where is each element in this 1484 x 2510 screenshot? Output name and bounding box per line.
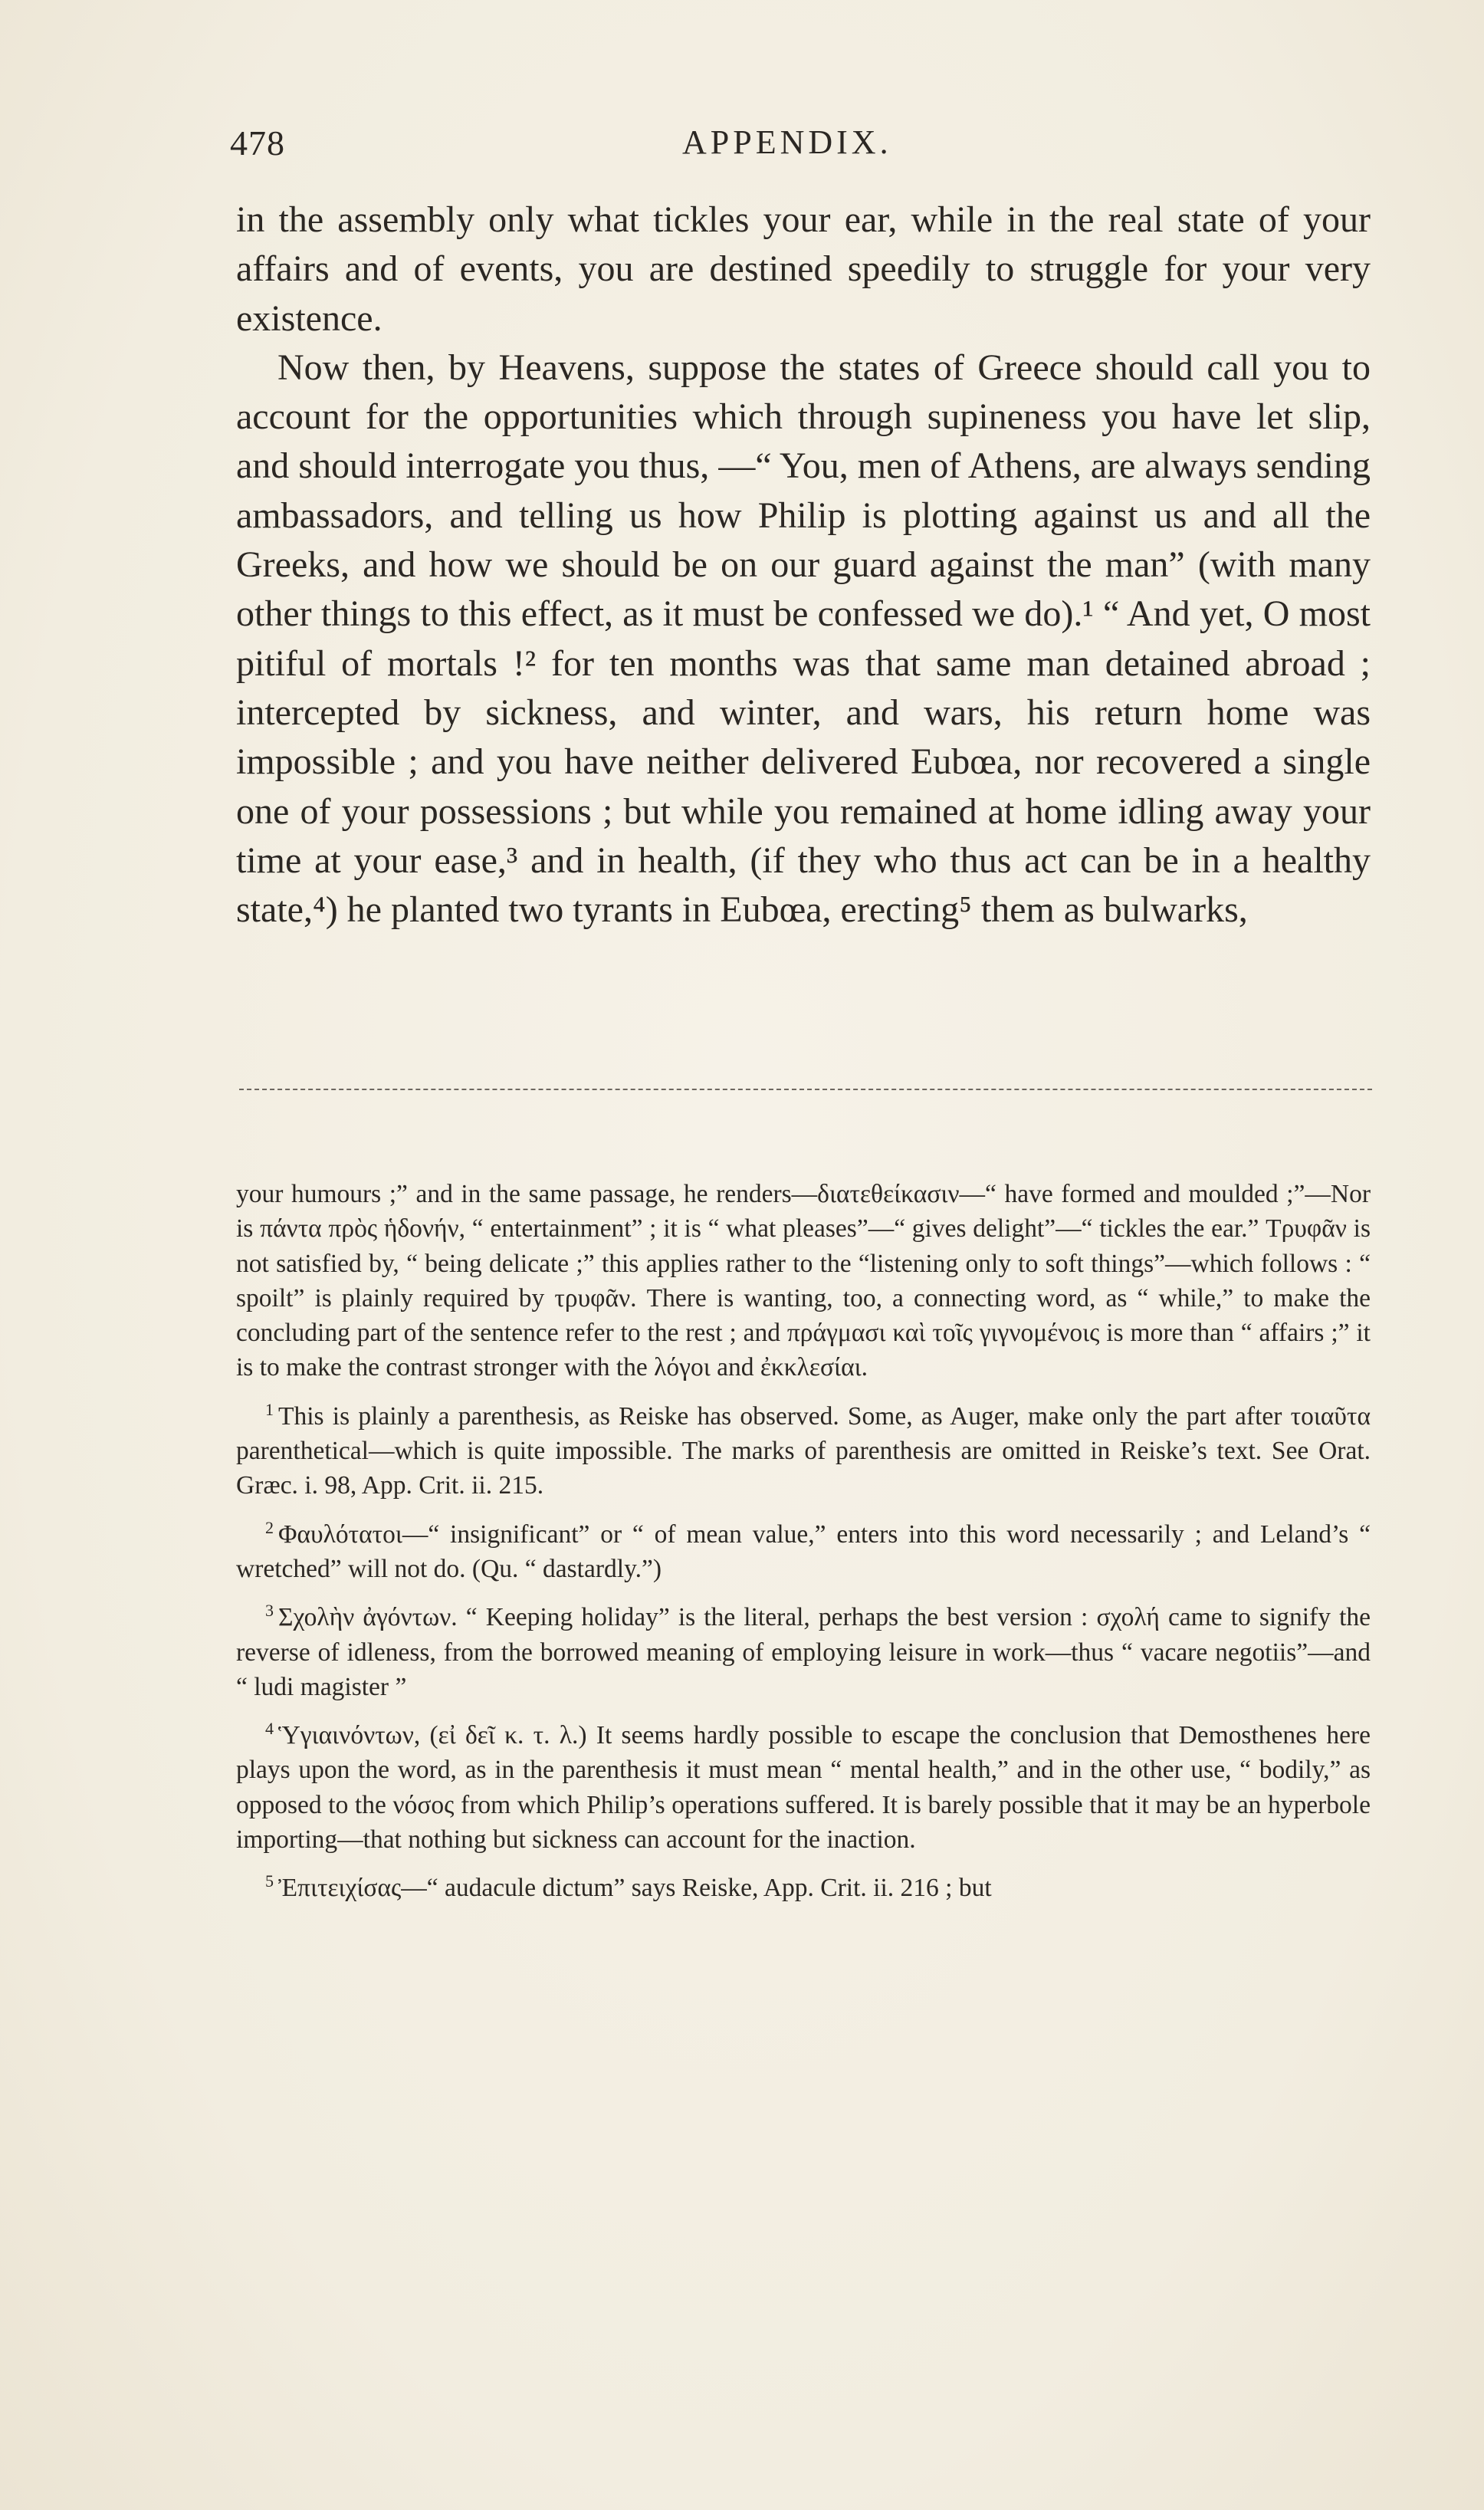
footnote xyxy=(236,1510,1371,1587)
footnote xyxy=(236,1711,1371,1857)
footnote-marker: 5 xyxy=(265,1871,274,1891)
footnote-text: Σχολὴν ἀγόντων. “ Keeping holiday” is the literal, perhaps the best version : σχολή came to signify the reverse of idleness, from the borrowed meaning of employing leisure in work—thus “ vacare negotiis”—and “ ludi magister ” xyxy=(236,1603,1371,1701)
body-paragraph: in the assembly only what tickles your ear, while in the real state of your affairs and of events, you are destined speedily to struggle for your very existence. xyxy=(236,199,1371,339)
footnote-divider xyxy=(239,1089,1372,1090)
footnote-marker: 3 xyxy=(265,1601,274,1621)
footnotes xyxy=(236,1177,1371,1906)
footnote-text: Ὑγιαινόντων, (εἰ δεῖ κ. τ. λ.) It seems hardly possible to escape the conclusion that Demosthenes here plays upon the word, as in the parenthesis it must mean “ mental health,” and in the other use, “ bodily,” as opposed to the νόσος from which Philip’s operations suffered. It is barely possible that it may be an hyperbole importing—that nothing but sickness can account for the inaction. xyxy=(236,1721,1371,1855)
footnote-continuation: your humours ;” and in the same passage, he renders—διατεθείκασιν—“ have formed and moulded ;”—Nor is πάντα πρὸς ἡδονήν, “ entertainment” ; it is “ what pleases”—“ gives delight”—“ tickles the ear.” Τρυφᾶν is not satisfied by, “ being delicate ;” this applies rather to the “listening only to soft things”—which follows : “ spoilt” is plainly required by τρυφᾶν. There is wanting, too, a connecting word, as “ while,” to make the concluding part of the sentence refer to the rest ; and πράγμασι καὶ τοῖς γιγνομένοις is more than “ affairs ;” it is to make the contrast stronger with the λόγοι and ἐκκλεσίαι. xyxy=(236,1180,1371,1382)
footnote-text: This is plainly a parenthesis, as Reiske has observed. Some, as Auger, make only the part after τοιαῦτα parenthetical—which is quite impossible. The marks of parenthesis are omitted in Reiske’s text. See Orat. Græc. i. 98, App. Crit. ii. 215. xyxy=(236,1401,1371,1500)
running-head: APPENDIX. xyxy=(682,123,892,161)
page-header xyxy=(230,123,1372,169)
footnote-text: Ἐπιτειχίσας—“ audacule dictum” says Reiske, App. Crit. ii. 216 ; but xyxy=(278,1874,992,1903)
footnote xyxy=(236,1593,1371,1704)
footnote-text: Φαυλότατοι—“ insignificant” or “ of mean value,” enters into this word necessarily ; and Leland’s “ wretched” will not do. (Qu. “ dastardly.”) xyxy=(236,1519,1371,1583)
footnote xyxy=(236,1864,1371,1905)
main-text xyxy=(236,195,1371,935)
footnote-marker: 2 xyxy=(265,1517,274,1537)
footnote xyxy=(236,1392,1371,1503)
footnote-marker: 1 xyxy=(265,1399,274,1419)
footnote-marker: 4 xyxy=(265,1719,274,1739)
page-number: 478 xyxy=(230,123,285,163)
body-paragraph: Now then, by Heavens, suppose the states of Greece should call you to account for the opportunities which through supineness you have let slip, and should interrogate you thus, —“ You, men of Athens, are always sending ambassadors, and telling us how Philip is plotting against us and all the Greeks, and how we should be on our guard against the man” (with many other things to this effect, as it must be confessed we do).¹ “ And yet, O most pitiful of mortals !² for ten months was that same man detained abroad ; intercepted by sickness, and winter, and wars, his return home was impossible ; and you have neither delivered Eubœa, nor recovered a single one of your possessions ; but while you remained at home idling away your time at your ease,³ and in health, (if they who thus act can be in a healthy state,⁴) he planted two tyrants in Eubœa, erecting⁵ them as bulwarks, xyxy=(236,347,1371,931)
